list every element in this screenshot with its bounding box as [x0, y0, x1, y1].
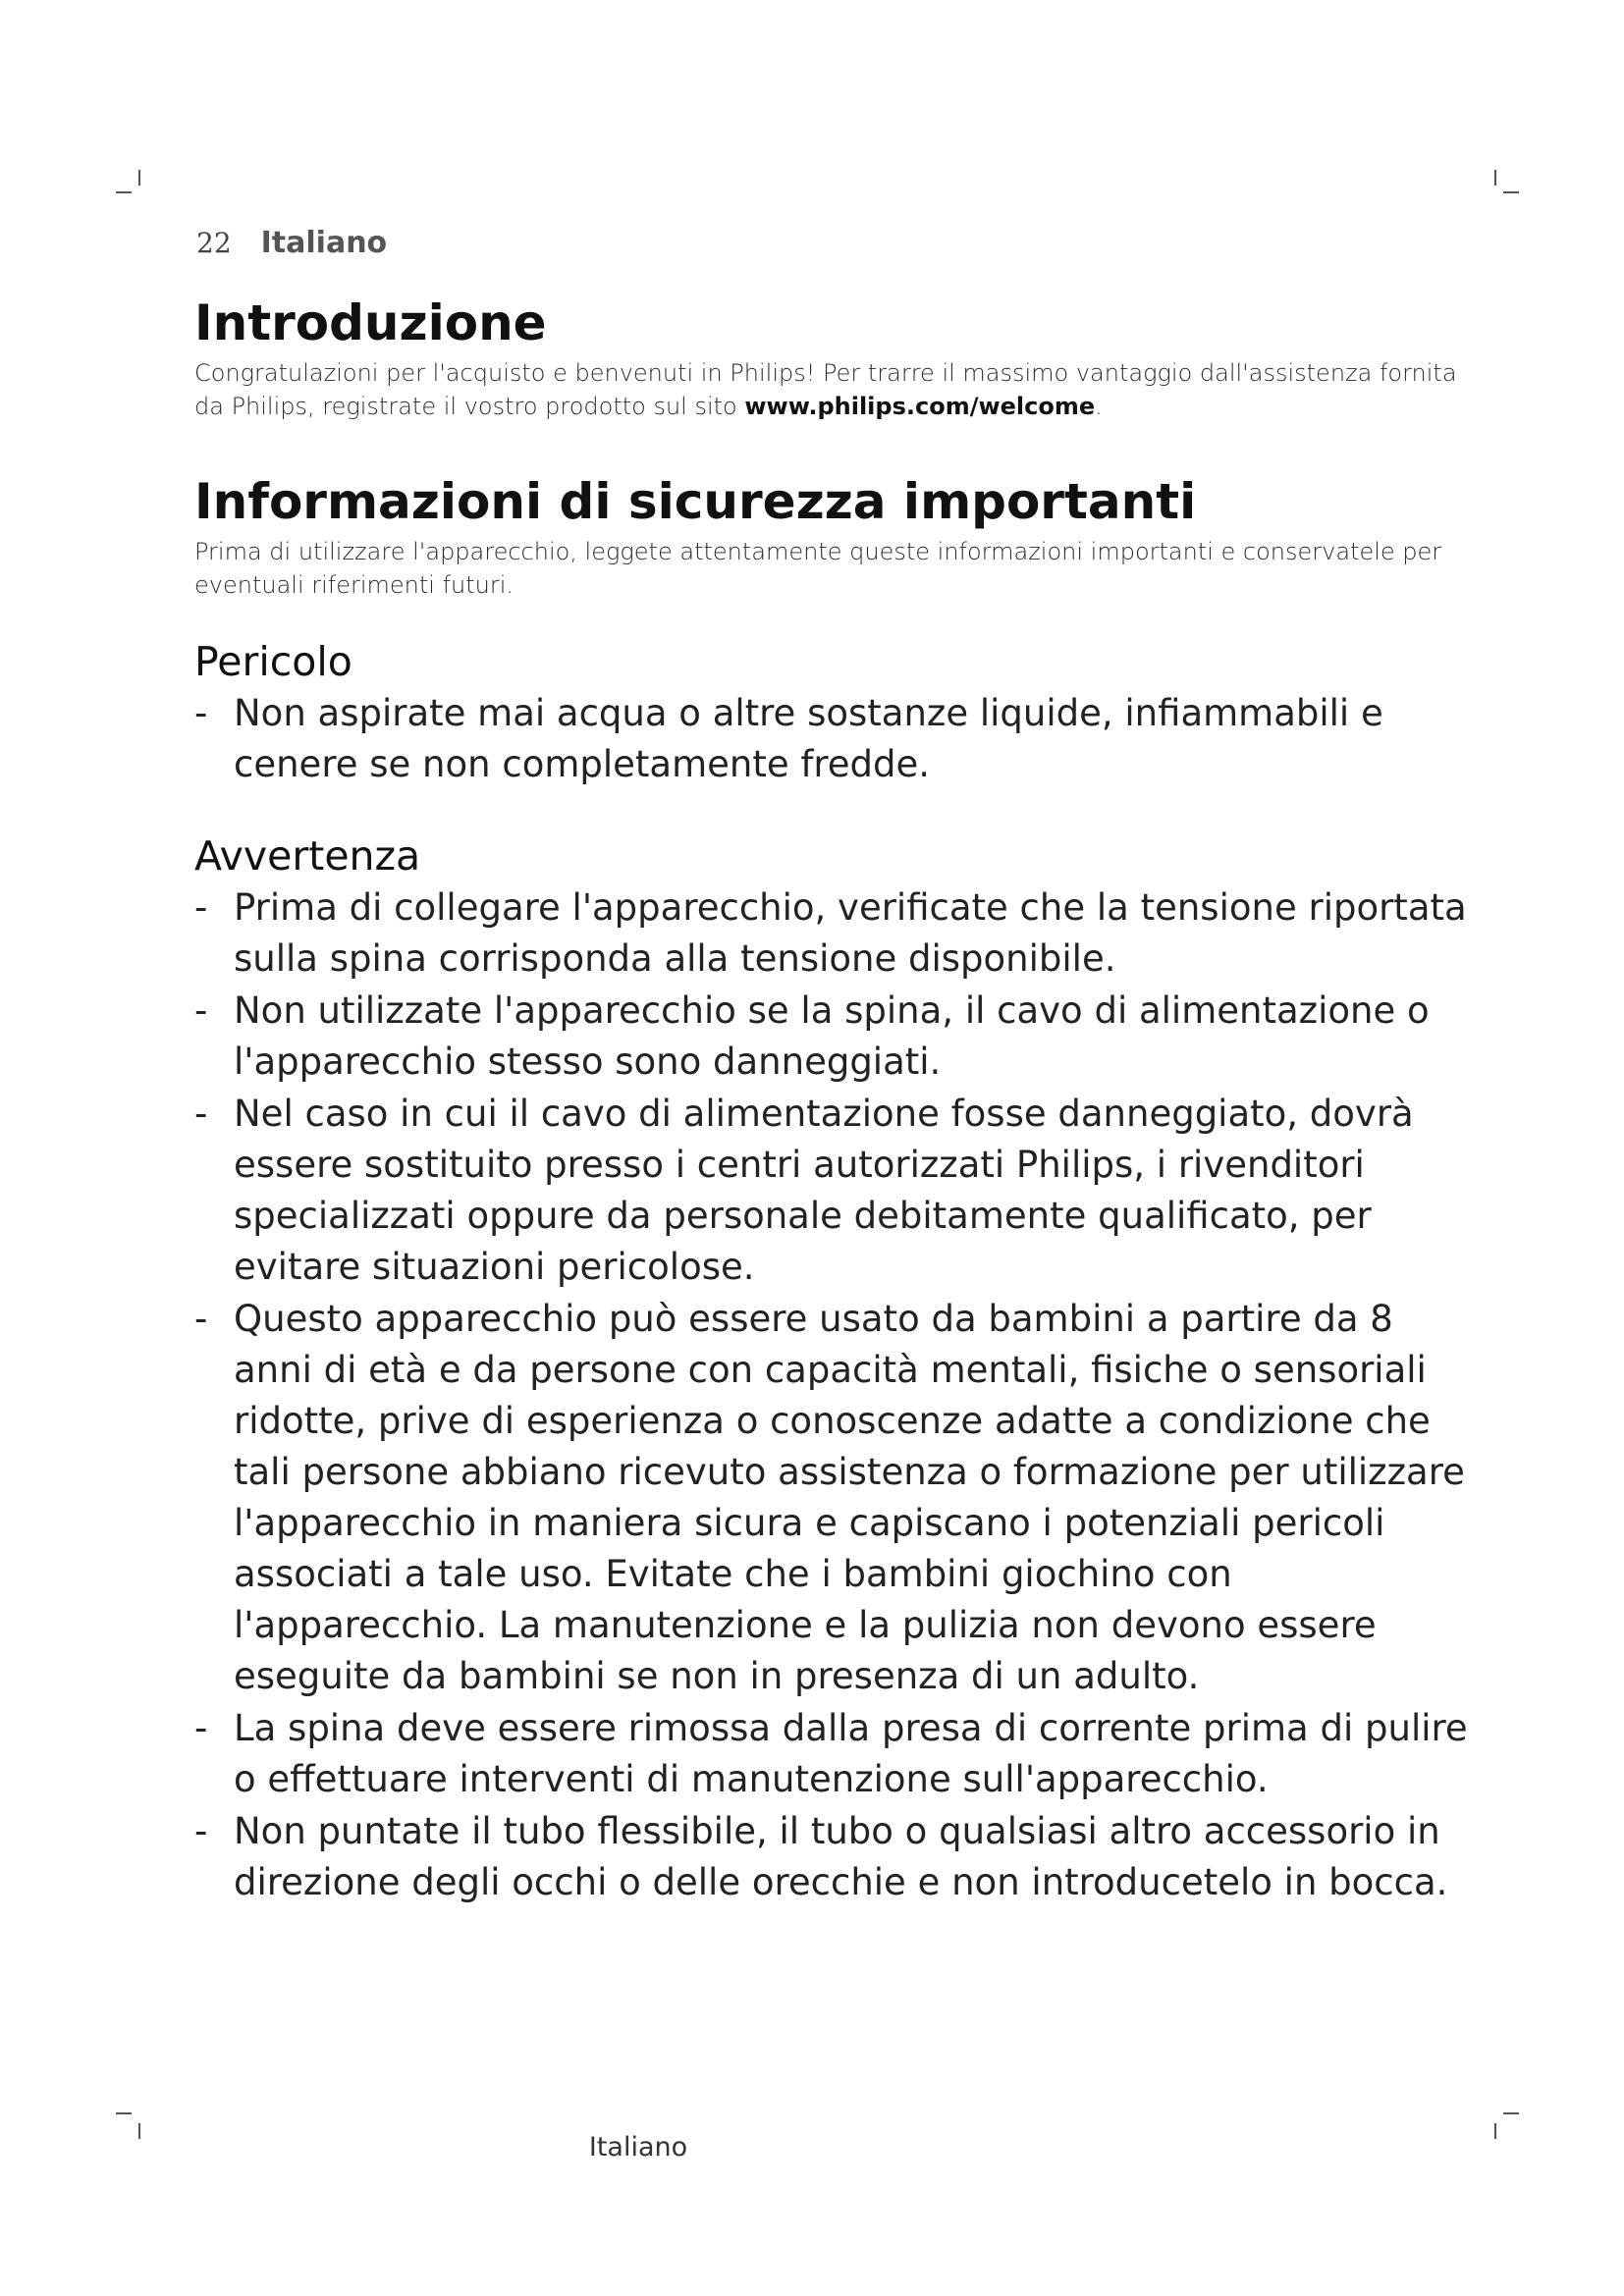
warning-item	[194, 882, 1471, 985]
page-number: 22	[196, 227, 232, 259]
danger-item-text: Non aspirate mai acqua o altre sostanze liquide, infiammabili e cenere se non completamente fredde.	[234, 692, 1383, 785]
crop-mark-top-right-v	[1494, 170, 1496, 186]
warning-item	[194, 1703, 1471, 1805]
warning-item-text: La spina deve essere rimossa dalla presa di corrente prima di pulire o effettuare interventi di manutenzione sull'apparecchio.	[234, 1707, 1468, 1800]
bullet-dash: -	[194, 989, 208, 1032]
header-language: Italiano	[260, 226, 388, 260]
warning-item-text: Prima di collegare l'apparecchio, verificate che la tensione riportata sulla spina corrisponda alla tensione disponibile.	[234, 886, 1467, 980]
bullet-dash: -	[194, 1298, 208, 1340]
bullet-dash: -	[194, 1810, 208, 1852]
intro-title: Introduzione	[194, 294, 547, 351]
safety-text: Prima di utilizzare l'apparecchio, leggete attentamente queste informazioni importanti e conservatele per eventuali riferimenti futuri.	[194, 538, 1442, 599]
page-footer: Italiano	[588, 2132, 688, 2163]
bullet-dash: -	[194, 886, 208, 929]
warning-item	[194, 1806, 1471, 1908]
warning-item-text: Non utilizzate l'apparecchio se la spina, il cavo di alimentazione o l'apparecchio stesso sono danneggiati.	[234, 989, 1430, 1083]
intro-text-after-link: .	[1095, 393, 1103, 420]
danger-item	[194, 688, 1471, 790]
safety-title: Informazioni di sicurezza importanti	[194, 473, 1197, 530]
intro-text-before-link: Congratulazioni per l'acquisto e benvenuti in Philips! Per trarre il massimo vantaggio dall'assistenza fornita da Philips, registrate il vostro prodotto sul sito	[194, 359, 1457, 420]
bullet-dash: -	[194, 692, 208, 734]
crop-mark-bottom-right-v	[1494, 2123, 1496, 2139]
warning-heading: Avvertenza	[194, 832, 421, 880]
warning-list	[194, 882, 1471, 1908]
warning-item	[194, 1089, 1471, 1293]
bullet-dash: -	[194, 1093, 208, 1135]
warning-item-text: Questo apparecchio può essere usato da bambini a partire da 8 anni di età e da persone con capacità mentali, fisiche o sensoriali ridotte, prive di esperienza o conoscenze adatte a condizione che tali persone abbiano ricevuto assistenza o formazione per utilizzare l'apparecchio in maniera sicura e capiscano i potenziali pericoli associati a tale uso. Evitate che i bambini giochino con l'apparecchio. La manutenzione e la pulizia non devono essere eseguite da bambini se non in presenza di un adulto.	[234, 1298, 1465, 1697]
crop-mark-top-right-h	[1503, 191, 1519, 193]
warning-item	[194, 986, 1471, 1088]
crop-mark-top-left-v	[138, 170, 140, 186]
intro-text	[194, 356, 1471, 423]
welcome-link[interactable]: www.philips.com/welcome	[744, 393, 1096, 420]
bullet-dash: -	[194, 1707, 208, 1749]
page-header	[196, 226, 387, 260]
page-content	[194, 290, 1471, 1909]
warning-item-text: Non puntate il tubo flessibile, il tubo o qualsiasi altro accessorio in direzione degli occhi o delle orecchie e non introducetelo in bocca.	[234, 1810, 1448, 1903]
danger-heading: Pericolo	[194, 638, 352, 685]
danger-list	[194, 688, 1471, 790]
warning-item	[194, 1294, 1471, 1702]
crop-mark-bottom-left-h	[116, 2112, 132, 2114]
crop-mark-bottom-right-h	[1503, 2112, 1519, 2114]
crop-mark-top-left-h	[116, 191, 132, 193]
warning-item-text: Nel caso in cui il cavo di alimentazione fosse danneggiato, dovrà essere sostituito presso i centri autorizzati Philips, i rivenditori specializzati oppure da personale debitamente qualificato, per evitare situazioni pericolose.	[234, 1093, 1414, 1288]
